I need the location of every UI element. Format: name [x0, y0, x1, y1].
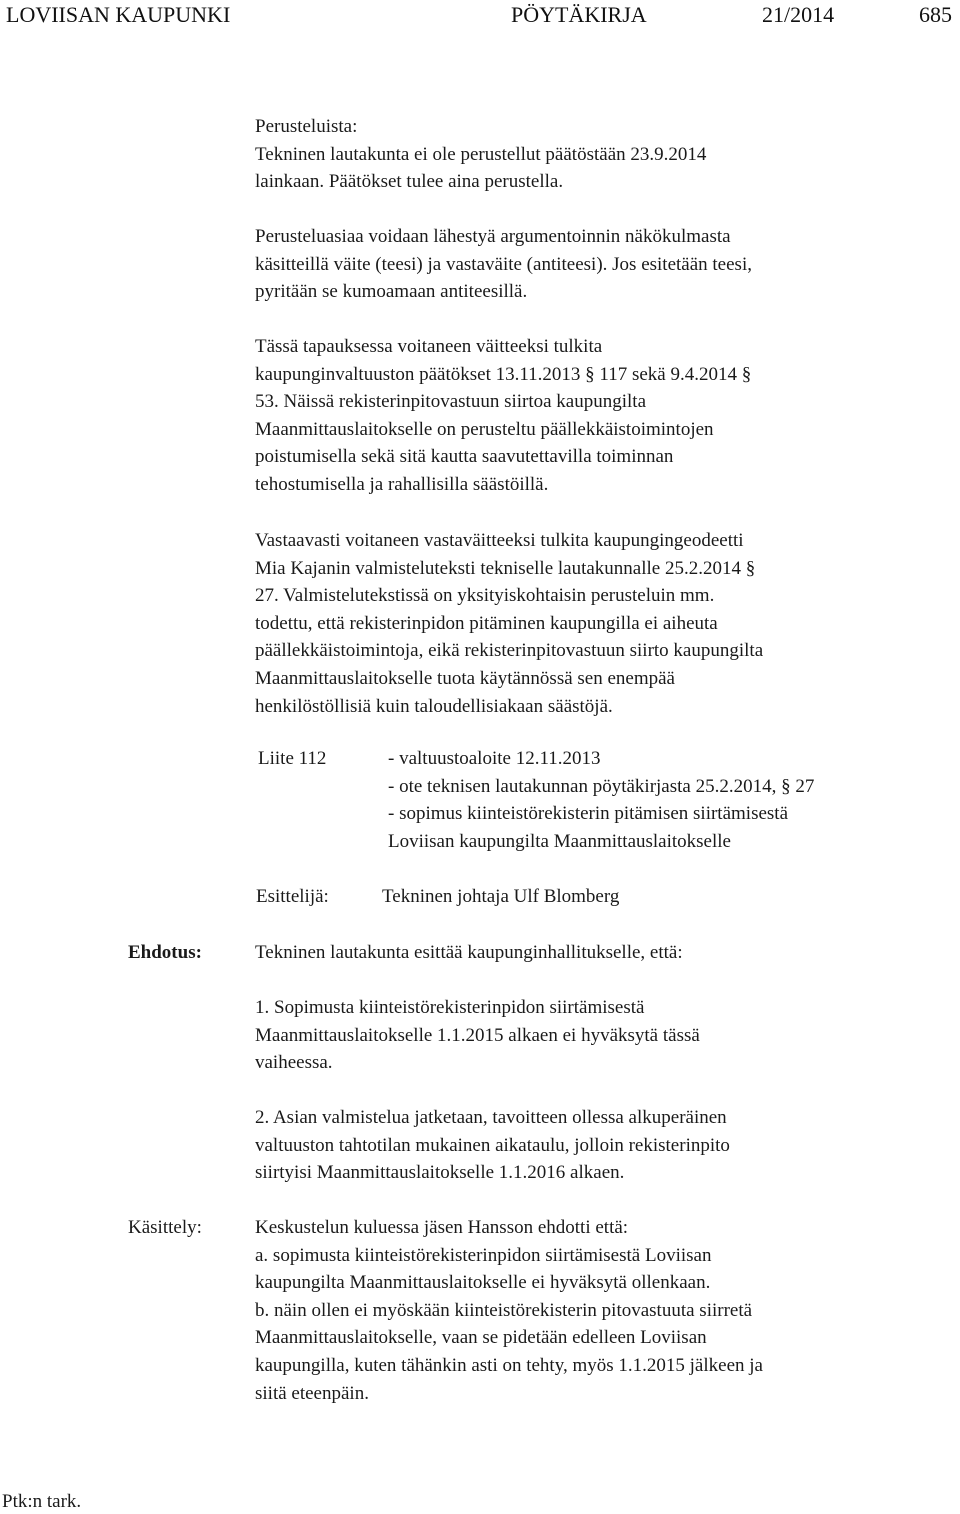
text-line: Maanmittauslaitokselle on perusteltu päällekkäistoimintojen — [255, 418, 714, 440]
text-line: siirtyisi Maanmittauslaitokselle 1.1.2016 alkaen. — [255, 1162, 625, 1184]
handling-text — [255, 1214, 763, 1407]
text-line: henkilöstöllisiä kuin taloudellisiakaan säästöjä. — [255, 695, 613, 717]
handling-label: Käsittely: — [128, 1217, 202, 1238]
text-line: tehostumisella ja rahallisilla säästöillä. — [255, 473, 549, 495]
presenter-value: Tekninen johtaja Ulf Blomberg — [382, 886, 620, 907]
text-line: valtuuston tahtotilan mukainen aikataulu, jolloin rekisterinpito — [255, 1134, 730, 1156]
text-line: Maanmittauslaitokselle, vaan se pidetään edelleen Loviisan — [255, 1327, 707, 1349]
paragraph-perusteluasiaa — [255, 223, 752, 306]
text-line: lainkaan. Päätökset tulee aina perustella. — [255, 171, 564, 193]
text-line: Vastaavasti voitaneen vastaväitteeksi tulkita kaupungingeodeetti — [255, 530, 744, 551]
text-line: kaupungilla, kuten tähänkin asti on tehty, myös 1.1.2015 jälkeen ja — [255, 1354, 763, 1376]
paragraph-vastaavasti — [255, 527, 763, 720]
text-line: Tässä tapauksessa voitaneen väitteeksi tulkita — [255, 336, 603, 357]
attachment-list — [388, 745, 814, 855]
proposal-intro — [255, 939, 683, 967]
text-line: Perusteluasiaa voidaan lähestyä argumentoinnin näkökulmasta — [255, 226, 731, 247]
text-line: päällekkäistoimintoja, eikä rekisterinpitovastuun siirto kaupungilta — [255, 640, 764, 662]
text-line: 2. Asian valmistelua jatketaan, tavoitteen ollessa alkuperäinen — [255, 1107, 727, 1128]
text-line: 53. Näissä rekisterinpitovastuun siirtoa kaupungilta — [255, 391, 647, 413]
text-line: pyritään se kumoamaan antiteesillä. — [255, 281, 528, 303]
footer-checker-note: Ptk:n tark. — [2, 1491, 82, 1512]
header-doc-number: 21/2014 — [762, 2, 835, 27]
text-line: Maanmittauslaitokselle 1.1.2015 alkaen ei hyväksytä tässä — [255, 1024, 700, 1046]
text-line: Tekninen lautakunta esittää kaupunginhallitukselle, että: — [255, 942, 683, 963]
text-line: kaupunginvaltuuston päätökset 13.11.2013 § 117 sekä 9.4.2014 § — [255, 363, 752, 385]
header-page-number: 685 — [919, 2, 952, 27]
attachment-item: - sopimus kiinteistörekisterin pitämisen siirtämisestä — [388, 803, 789, 825]
text-line: Keskustelun kuluessa jäsen Hansson ehdotti että: — [255, 1217, 629, 1238]
proposal-label: Ehdotus: — [128, 942, 202, 963]
text-line: poistumisella sekä sitä kautta saavutettavilla toiminnan — [255, 446, 674, 468]
proposal-item-1 — [255, 994, 700, 1077]
text-line: b. näin ollen ei myöskään kiinteistörekisterin pitovastuuta siirretä — [255, 1299, 753, 1321]
proposal-item-2 — [255, 1104, 730, 1187]
text-line: siitä eteenpäin. — [255, 1382, 369, 1404]
text-line: Tekninen lautakunta ei ole perustellut päätöstään 23.9.2014 — [255, 143, 707, 165]
paragraph-perusteluista — [255, 113, 706, 196]
text-line: vaiheessa. — [255, 1052, 333, 1074]
text-line: Maanmittauslaitokselle tuota käytännössä sen enempää — [255, 667, 675, 689]
text-line: a. sopimusta kiinteistörekisterinpidon siirtämisestä Loviisan — [255, 1244, 712, 1266]
attachment-item: - valtuustoaloite 12.11.2013 — [388, 748, 601, 769]
paragraph-tassa-tapauksessa — [255, 333, 751, 499]
header-doc-type: PÖYTÄKIRJA — [511, 2, 647, 27]
header-city: LOVIISAN KAUPUNKI — [6, 2, 231, 27]
presenter-label: Esittelijä: — [256, 886, 329, 907]
text-line: Perusteluista: — [255, 116, 358, 137]
text-line: käsitteillä väite (teesi) ja vastaväite (antiteesi). Jos esitetään teesi, — [255, 253, 752, 275]
text-line: 1. Sopimusta kiinteistörekisterinpidon siirtämisestä — [255, 997, 645, 1018]
text-line: Mia Kajanin valmisteluteksti tekniselle lautakunnalle 25.2.2014 § — [255, 557, 756, 579]
attachment-item: Loviisan kaupungilta Maanmittauslaitokselle — [388, 830, 731, 852]
text-line: 27. Valmistelutekstissä on yksityiskohtaisin perusteluin mm. — [255, 585, 715, 607]
text-line: kaupungilta Maanmittauslaitokselle ei hyväksytä ollenkaan. — [255, 1272, 711, 1294]
text-line: todettu, että rekisterinpidon pitäminen kaupungilla ei aiheuta — [255, 612, 718, 634]
attachment-item: - ote teknisen lautakunnan pöytäkirjasta 25.2.2014, § 27 — [388, 775, 815, 797]
attachment-label: Liite 112 — [258, 748, 327, 769]
